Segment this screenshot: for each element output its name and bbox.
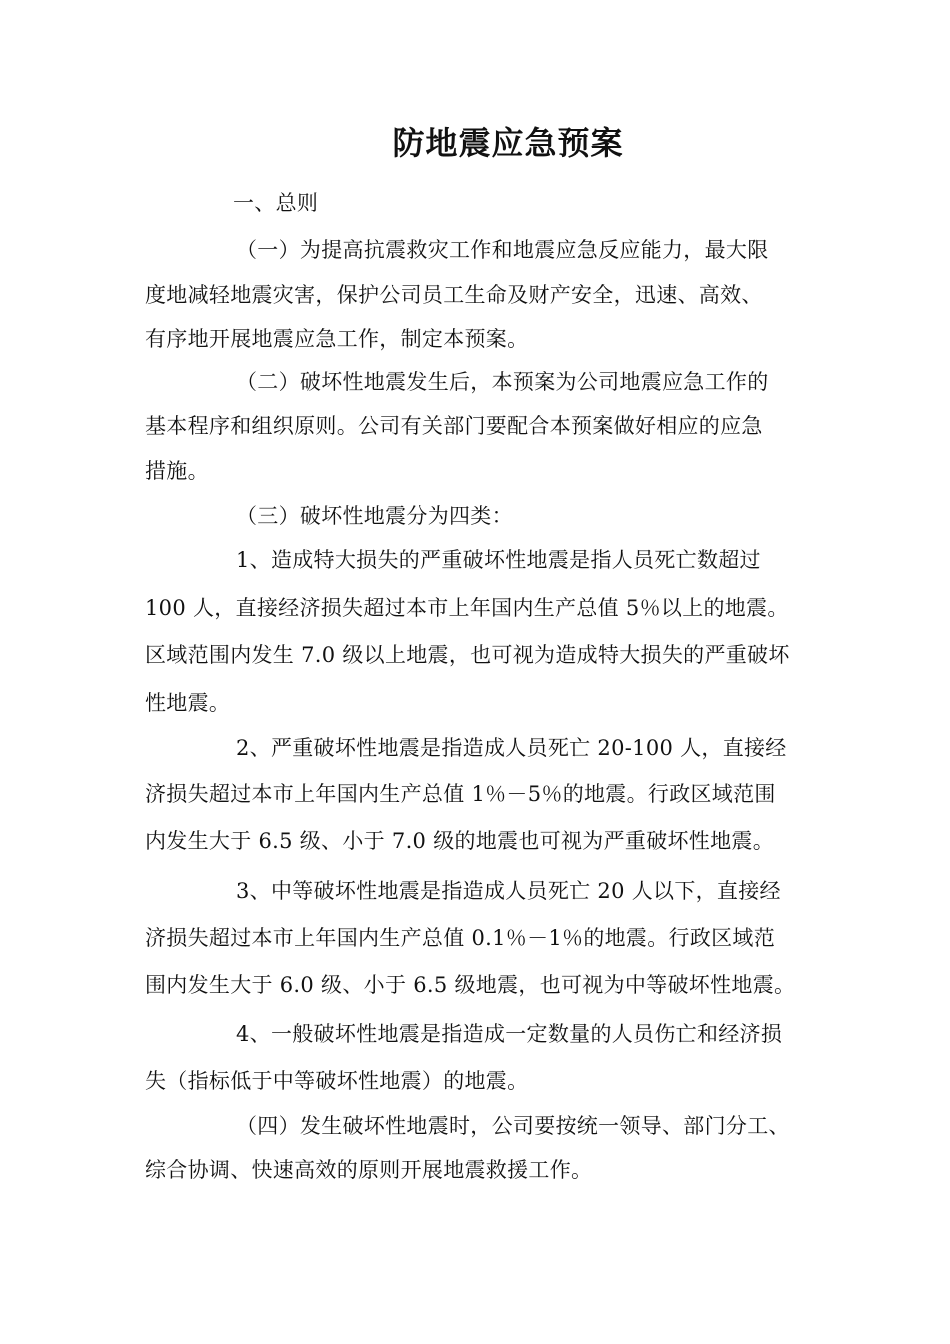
list-item-line: 失（指标低于中等破坏性地震）的地震。 bbox=[145, 1069, 529, 1093]
list-item-line: 内发生大于 6.5 级、小于 7.0 级的地震也可视为严重破坏性地震。 bbox=[145, 829, 774, 853]
document-title: 防地震应急预案 bbox=[392, 124, 624, 162]
list-item-line: 4、一般破坏性地震是指造成一定数量的人员伤亡和经济损 bbox=[236, 1022, 783, 1046]
paragraph-line: 措施。 bbox=[145, 459, 209, 483]
list-item-line: 区域范围内发生 7.0 级以上地震，也可视为造成特大损失的严重破坏 bbox=[145, 643, 790, 667]
paragraph-line: （四）发生破坏性地震时，公司要按统一领导、部门分工、 bbox=[236, 1114, 790, 1138]
paragraph-line: （二）破坏性地震发生后，本预案为公司地震应急工作的 bbox=[236, 370, 769, 394]
list-item-line: 2、严重破坏性地震是指造成人员死亡 20-100 人，直接经 bbox=[236, 736, 787, 760]
paragraph-line: （一）为提高抗震救灾工作和地震应急反应能力，最大限 bbox=[236, 238, 769, 262]
paragraph-line: 基本程序和组织原则。公司有关部门要配合本预案做好相应的应急 bbox=[145, 414, 763, 438]
list-item-line: 100 人，直接经济损失超过本市上年国内生产总值 5％以上的地震。 bbox=[145, 596, 789, 620]
paragraph-line: 综合协调、快速高效的原则开展地震救援工作。 bbox=[145, 1158, 593, 1182]
list-item-line: 围内发生大于 6.0 级、小于 6.5 级地震，也可视为中等破坏性地震。 bbox=[145, 973, 796, 997]
paragraph-line: （三）破坏性地震分为四类： bbox=[236, 504, 513, 528]
list-item-line: 性地震。 bbox=[145, 691, 231, 715]
paragraph-line: 度地减轻地震灾害，保护公司员工生命及财产安全，迅速、高效、 bbox=[145, 283, 763, 307]
paragraph-line: 有序地开展地震应急工作，制定本预案。 bbox=[145, 327, 529, 351]
list-item-line: 济损失超过本市上年国内生产总值 0.1％－1％的地震。行政区域范 bbox=[145, 926, 776, 950]
list-item-line: 1、造成特大损失的严重破坏性地震是指人员死亡数超过 bbox=[236, 548, 761, 572]
list-item-line: 济损失超过本市上年国内生产总值 1％－5％的地震。行政区域范围 bbox=[145, 782, 776, 806]
list-item-line: 3、中等破坏性地震是指造成人员死亡 20 人以下，直接经 bbox=[236, 879, 781, 903]
section-heading: 一、总则 bbox=[233, 191, 319, 215]
